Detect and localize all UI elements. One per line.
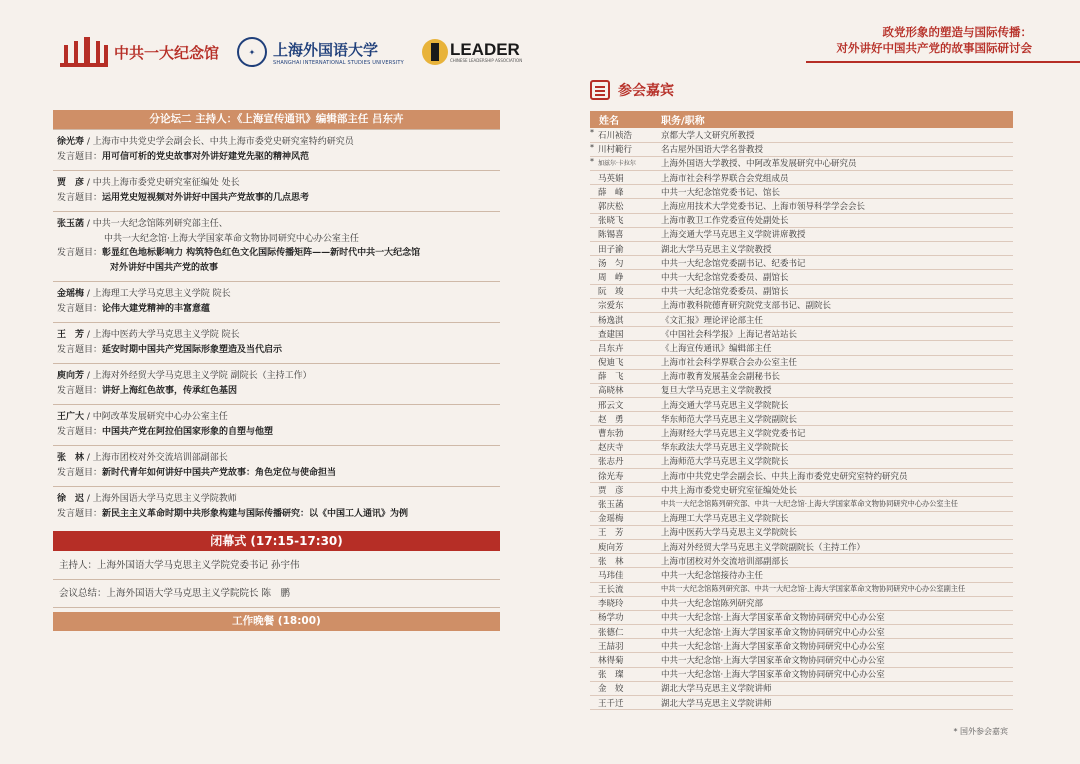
speaker-role-line — [57, 451, 500, 466]
speaker-role-line — [57, 410, 500, 425]
guest-name-cell — [590, 171, 652, 185]
speaker-name: 张玉菡 — [57, 219, 85, 229]
speaker-topic: 彰显红色地标影响力 构筑特色红色文化国际传播矩阵——新时代中共一大纪念馆 — [102, 248, 421, 258]
speaker-topic-line — [57, 507, 500, 522]
guest-title: 名古屋外国语大学名誉教授 — [652, 142, 1013, 156]
guest-name: 周 峥 — [598, 272, 624, 283]
guest-name: 王长流 — [598, 585, 624, 596]
speaker-role: 上海理工大学马克思主义学院 院长 — [92, 289, 231, 299]
title-underline — [806, 61, 1080, 63]
guest-name-cell — [590, 412, 652, 426]
leader-logo-text: LEADER — [449, 40, 520, 59]
memorial-logo-text: 中共一大纪念馆 — [114, 43, 220, 62]
guest-row — [590, 412, 1013, 426]
speaker-role: 中共一大纪念馆·上海大学国家革命文物协同研究中心办公室主任 — [104, 233, 359, 244]
guest-name-cell — [590, 383, 652, 397]
guest-row — [590, 483, 1013, 497]
guest-row — [590, 355, 1013, 369]
topic-label: 发言题目： — [57, 151, 103, 162]
speaker-name: 庾向芳 — [57, 371, 85, 381]
conference-title — [837, 24, 1033, 56]
guest-name: 曹东勃 — [598, 429, 624, 440]
guest-name-cell — [590, 582, 652, 596]
guest-title: 上海师范大学马克思主义学院院长 — [652, 454, 1013, 468]
guest-name-cell — [590, 440, 652, 454]
guest-name: 金瑶梅 — [598, 514, 624, 525]
guest-name-cell — [590, 554, 652, 568]
foreign-guest-footnote: * 国外参会嘉宾 — [953, 727, 1008, 736]
guest-name-cell — [590, 199, 652, 213]
guest-name-cell — [590, 213, 652, 227]
guest-name: 徐光寿 — [598, 471, 624, 482]
speaker-entry — [53, 404, 500, 445]
topic-label: 发言题目： — [57, 508, 103, 519]
guest-title: 中共一大纪念馆党委书记、馆长 — [652, 185, 1013, 199]
guest-name: 杨逸淇 — [598, 315, 624, 326]
topic-label: 发言题目： — [57, 344, 103, 355]
speaker-entry — [53, 363, 500, 404]
guest-table — [590, 111, 1013, 710]
guest-name-cell — [590, 625, 652, 639]
guest-row — [590, 582, 1013, 596]
guest-row — [590, 270, 1013, 284]
guests-heading — [590, 80, 674, 100]
guest-name-cell — [590, 596, 652, 610]
guest-row — [590, 156, 1013, 170]
guest-row — [590, 327, 1013, 341]
speaker-name: 王 芳 — [57, 330, 85, 340]
logo-bar — [60, 34, 522, 70]
guest-title: 上海市教卫工作党委宣传处副处长 — [652, 213, 1013, 227]
dinner-header: 工作晚餐 (18:00) — [53, 612, 500, 631]
speaker-topic-line — [57, 246, 500, 261]
guest-name: 阮 竣 — [598, 287, 624, 298]
guest-name: 高晓林 — [598, 386, 624, 397]
guest-title: 上海理工大学马克思主义学院院长 — [652, 511, 1013, 525]
guest-title: 中共一大纪念馆党委副书记、纪委书记 — [652, 256, 1013, 270]
guest-name-cell — [590, 369, 652, 383]
guest-name: 杨学功 — [598, 613, 624, 624]
guest-name: 张德仁 — [598, 627, 624, 638]
guest-row — [590, 440, 1013, 454]
guest-row — [590, 199, 1013, 213]
guest-name: 邢云文 — [598, 400, 624, 411]
speaker-topic: 对外讲好中国共产党的故事 — [110, 262, 219, 273]
guest-name-cell — [590, 525, 652, 539]
foreign-guest-marker: * — [590, 156, 594, 166]
speaker-role-line — [57, 217, 500, 232]
guest-title: 上海财经大学马克思主义学院党委书记 — [652, 426, 1013, 440]
speaker-separator: / — [84, 219, 93, 229]
guest-title: 中共上海市委党史研究室征编处处长 — [652, 483, 1013, 497]
speaker-topic-line — [57, 261, 500, 276]
speaker-separator: / — [84, 330, 93, 340]
col-title: 职务/职称 — [652, 111, 1013, 128]
leader-logo-subtitle: CHINESE LEADERSHIP ASSOCIATION — [449, 58, 523, 63]
guest-title: 中共一大纪念馆陈列研究部、中共一大纪念馆·上海大学国家革命文物协同研究中心办公室副主任 — [652, 582, 1013, 596]
conference-title-line2: 对外讲好中国共产党的故事国际研讨会 — [836, 41, 1032, 55]
closing-host: 主持人：上海外国语大学马克思主义学院党委书记 孙宇伟 — [53, 551, 500, 580]
topic-label: 发言题目： — [57, 467, 103, 478]
guest-name-cell — [590, 312, 652, 326]
guest-name: 王千迁 — [598, 698, 624, 709]
guest-title: 上海市社会科学界联合会党组成员 — [652, 171, 1013, 185]
guest-name: 贾 彦 — [598, 485, 624, 496]
speaker-name: 贾 彦 — [57, 178, 85, 188]
guest-name: 陈锡喜 — [598, 230, 624, 241]
guest-row — [590, 696, 1013, 710]
guest-title: 上海市团校对外交流培训部副部长 — [652, 554, 1013, 568]
guest-name-cell — [590, 426, 652, 440]
guest-name-cell — [590, 653, 652, 667]
guest-name-cell — [590, 610, 652, 624]
guest-title: 中共一大纪念馆陈列研究部、中共一大纪念馆·上海大学国家革命文物协同研究中心办公室主任 — [652, 497, 1013, 511]
guest-row — [590, 596, 1013, 610]
guest-row — [590, 454, 1013, 468]
col-name: 姓名 — [590, 111, 652, 128]
speaker-entry — [53, 129, 500, 170]
speaker-role: 中共一大纪念馆陈列研究部主任、 — [92, 219, 228, 229]
guest-title: 湖北大学马克思主义学院讲师 — [652, 696, 1013, 710]
guest-name-cell — [590, 497, 652, 511]
guest-name-cell — [590, 539, 652, 553]
guest-name-cell — [590, 454, 652, 468]
guest-name: 张玉菡 — [598, 499, 624, 510]
guest-name: 张晓飞 — [598, 216, 624, 227]
guest-name-cell — [590, 398, 652, 412]
speaker-separator: / — [84, 494, 93, 504]
memorial-logo — [60, 37, 219, 67]
guest-name-cell — [590, 667, 652, 681]
guest-name: 郭庆松 — [598, 202, 624, 213]
guest-name: 加兹尔·卡拉尔 — [598, 160, 636, 168]
list-icon — [590, 80, 610, 100]
guest-title: 中共一大纪念馆·上海大学国家革命文物协同研究中心办公室 — [652, 667, 1013, 681]
speaker-role-line — [57, 287, 500, 302]
speaker-role: 上海对外经贸大学马克思主义学院 副院长（主持工作） — [92, 371, 312, 381]
guest-name-cell — [590, 327, 652, 341]
guest-title: 上海市社会科学界联合会办公室主任 — [652, 355, 1013, 369]
speaker-role-line — [57, 176, 500, 191]
guest-title: 中共一大纪念馆陈列研究部 — [652, 596, 1013, 610]
guest-title: 中共一大纪念馆接待办主任 — [652, 568, 1013, 582]
speaker-separator: / — [84, 137, 93, 147]
guest-row — [590, 497, 1013, 511]
guest-title: 上海交通大学马克思主义学院院长 — [652, 398, 1013, 412]
guest-name-cell — [590, 469, 652, 483]
speaker-topic: 讲好上海红色故事，传承红色基因 — [102, 385, 238, 396]
speaker-name: 徐光寿 — [57, 137, 85, 147]
speaker-topic: 新民主主义革命时期中共形象构建与国际传播研究：以《中国工人通讯》为例 — [102, 508, 409, 519]
speaker-role: 中共上海市委党史研究室征编处 处长 — [92, 178, 240, 188]
guest-name: 李晓玲 — [598, 599, 624, 610]
guest-name: 金 姣 — [598, 684, 624, 695]
speaker-separator: / — [84, 289, 93, 299]
speaker-role: 上海中医药大学马克思主义学院 院长 — [92, 330, 240, 340]
speaker-separator: / — [84, 371, 93, 381]
speaker-role-line — [57, 232, 500, 247]
program-column — [53, 110, 500, 631]
guest-title: 中共一大纪念馆党委委员、副馆长 — [652, 284, 1013, 298]
guest-title: 湖北大学马克思主义学院教授 — [652, 242, 1013, 256]
guest-table-body — [590, 128, 1013, 710]
speaker-role: 上海市团校对外交流培训部副部长 — [92, 453, 228, 463]
sisu-logo-subtitle: SHANGHAI INTERNATIONAL STUDIES UNIVERSITY — [273, 59, 404, 66]
guest-row — [590, 511, 1013, 525]
guest-row — [590, 653, 1013, 667]
conference-title-line1: 政党形象的塑造与国际传播： — [882, 25, 1032, 39]
speaker-name: 王广大 — [57, 412, 85, 422]
sisu-logo — [237, 37, 404, 67]
guest-row — [590, 469, 1013, 483]
guest-row — [590, 284, 1013, 298]
speaker-topic-line — [57, 302, 500, 317]
guest-title: 复旦大学马克思主义学院教授 — [652, 383, 1013, 397]
guest-title: 上海市中共党史学会副会长、中共上海市委党史研究室特约研究员 — [652, 469, 1013, 483]
guest-name: 张 林 — [598, 556, 624, 567]
speaker-entry — [53, 281, 500, 322]
guest-row — [590, 171, 1013, 185]
guest-name: 田子渝 — [598, 244, 624, 255]
guest-name: 吕东卉 — [598, 343, 624, 354]
guest-table-header — [590, 111, 1013, 128]
speaker-list — [53, 129, 500, 527]
guest-title: 中共一大纪念馆·上海大学国家革命文物协同研究中心办公室 — [652, 639, 1013, 653]
speaker-topic-line — [57, 425, 500, 440]
speaker-name: 徐 迟 — [57, 494, 85, 504]
speaker-role-line — [57, 135, 500, 150]
guest-name: 王喆羽 — [598, 641, 624, 652]
sisu-seal-icon: ✦ — [237, 37, 267, 67]
guest-row — [590, 369, 1013, 383]
guest-row — [590, 341, 1013, 355]
foreign-guest-marker: * — [590, 128, 594, 137]
speaker-entry — [53, 486, 500, 527]
guest-name: 赵 勇 — [598, 414, 624, 425]
guest-name: 张志丹 — [598, 457, 624, 468]
guest-name-cell — [590, 511, 652, 525]
speaker-role: 上海外国语大学马克思主义学院教师 — [92, 494, 237, 504]
topic-label: 发言题目： — [57, 426, 103, 437]
speaker-topic-line — [57, 191, 500, 206]
guest-name: 马玮佳 — [598, 570, 624, 581]
guest-name: 汤 匀 — [598, 258, 624, 269]
guest-row — [590, 398, 1013, 412]
guest-row — [590, 312, 1013, 326]
memorial-building-icon — [60, 37, 108, 67]
guest-row — [590, 667, 1013, 681]
guest-name: 王 芳 — [598, 528, 624, 539]
guest-name-cell — [590, 355, 652, 369]
guests-heading-label: 参会嘉宾 — [618, 83, 674, 99]
leader-logo — [422, 39, 522, 65]
guest-name-cell — [590, 341, 652, 355]
topic-label: 发言题目： — [57, 248, 103, 258]
closing-header: 闭幕式 (17:15-17:30) — [53, 531, 500, 551]
guest-title: 华东师范大学马克思主义学院副院长 — [652, 412, 1013, 426]
speaker-role: 上海市中共党史学会副会长、中共上海市委党史研究室特约研究员 — [92, 137, 354, 147]
speaker-role-line — [57, 328, 500, 343]
guest-title: 湖北大学马克思主义学院讲师 — [652, 681, 1013, 695]
guest-title: 京都大学人文研究所教授 — [652, 128, 1013, 142]
guest-row — [590, 298, 1013, 312]
guest-name: 查建国 — [598, 329, 624, 340]
guest-row — [590, 639, 1013, 653]
guest-name-cell — [590, 696, 652, 710]
guest-name-cell — [590, 256, 652, 270]
guest-row — [590, 426, 1013, 440]
speaker-topic: 论伟大建党精神的丰富意蕴 — [102, 303, 211, 314]
guest-name-cell — [590, 568, 652, 582]
guest-title: 上海交通大学马克思主义学院讲席教授 — [652, 227, 1013, 241]
guest-name-cell — [590, 242, 652, 256]
guest-title: 《中国社会科学报》上海记者站站长 — [652, 327, 1013, 341]
guest-title: 中共一大纪念馆党委委员、副馆长 — [652, 270, 1013, 284]
guest-title: 上海市教育发展基金会副秘书长 — [652, 369, 1013, 383]
guest-name: 薛 峰 — [598, 187, 624, 198]
speaker-role-line — [57, 369, 500, 384]
guest-row — [590, 383, 1013, 397]
topic-label: 发言题目： — [57, 192, 103, 203]
speaker-topic-line — [57, 150, 500, 165]
topic-label: 发言题目： — [57, 303, 103, 314]
guest-title: 《上海宣传通讯》编辑部主任 — [652, 341, 1013, 355]
speaker-entry — [53, 322, 500, 363]
speaker-topic: 中国共产党在阿拉伯国家形象的自塑与他塑 — [102, 426, 274, 437]
guest-name: 薛 飞 — [598, 372, 624, 383]
guest-row — [590, 128, 1013, 142]
guest-name: 马英娟 — [598, 173, 624, 184]
guest-row — [590, 142, 1013, 156]
speaker-topic-line — [57, 466, 500, 481]
guest-name-cell — [590, 185, 652, 199]
guest-row — [590, 554, 1013, 568]
guest-title: 上海市教科院德育研究院党支部书记、副院长 — [652, 298, 1013, 312]
speaker-topic: 延安时期中国共产党国际形象塑造及当代启示 — [102, 344, 283, 355]
guest-name-cell — [590, 483, 652, 497]
speaker-name: 金瑶梅 — [57, 289, 85, 299]
sisu-logo-title: 上海外国语大学 — [273, 40, 379, 59]
guest-title: 上海外国语大学教授、中阿改革发展研究中心研究员 — [652, 156, 1013, 170]
guest-title: 上海应用技术大学党委书记、上海市领导科学学会会长 — [652, 199, 1013, 213]
speaker-role-line — [57, 492, 500, 507]
speaker-entry — [53, 170, 500, 211]
guest-row — [590, 681, 1013, 695]
guest-row — [590, 213, 1013, 227]
topic-label: 发言题目： — [57, 385, 103, 396]
guest-name-cell — [590, 639, 652, 653]
guest-name: 林得菊 — [598, 656, 624, 667]
speaker-topic: 运用党史短视频对外讲好中国共产党故事的几点思考 — [102, 192, 310, 203]
guest-row — [590, 610, 1013, 624]
guest-name-cell — [590, 270, 652, 284]
guest-name-cell — [590, 298, 652, 312]
speaker-separator: / — [84, 412, 93, 422]
guest-title: 中共一大纪念馆·上海大学国家革命文物协同研究中心办公室 — [652, 653, 1013, 667]
guest-title: 上海中医药大学马克思主义学院院长 — [652, 525, 1013, 539]
guest-row — [590, 256, 1013, 270]
guest-row — [590, 625, 1013, 639]
closing-summary: 会议总结：上海外国语大学马克思主义学院院长 陈 鹏 — [53, 580, 500, 608]
guest-name: 张 璨 — [598, 670, 624, 681]
guest-row — [590, 227, 1013, 241]
speaker-topic: 新时代青年如何讲好中国共产党故事：角色定位与使命担当 — [102, 467, 337, 478]
guest-title: 中共一大纪念馆·上海大学国家革命文物协同研究中心办公室 — [652, 625, 1013, 639]
guest-title: 《文汇报》理论评论部主任 — [652, 312, 1013, 326]
speaker-name: 张 林 — [57, 453, 85, 463]
guest-row — [590, 525, 1013, 539]
guest-title: 上海对外经贸大学马克思主义学院副院长（主持工作） — [652, 539, 1013, 553]
guest-name-cell — [590, 128, 652, 142]
guest-name: 川村範行 — [598, 145, 633, 156]
guest-name: 赵庆寺 — [598, 443, 624, 454]
guest-name-cell — [590, 156, 652, 170]
guest-title: 中共一大纪念馆·上海大学国家革命文物协同研究中心办公室 — [652, 610, 1013, 624]
speaker-topic-line — [57, 343, 500, 358]
guest-title: 华东政法大学马克思主义学院院长 — [652, 440, 1013, 454]
guest-name: 宗爱东 — [598, 301, 624, 312]
guest-row — [590, 539, 1013, 553]
leader-emblem-icon — [422, 39, 448, 65]
speaker-role: 中阿改革发展研究中心办公室主任 — [92, 412, 228, 422]
foreign-guest-marker: * — [590, 142, 594, 152]
speaker-topic: 用可信可析的党史故事对外讲好建党先驱的精神风范 — [102, 151, 310, 162]
guest-name-cell — [590, 227, 652, 241]
guest-name-cell — [590, 284, 652, 298]
speaker-entry — [53, 211, 500, 281]
guest-name: 倪迪飞 — [598, 358, 624, 369]
speaker-separator: / — [84, 453, 93, 463]
guest-name-cell — [590, 142, 652, 156]
guest-row — [590, 185, 1013, 199]
speaker-separator: / — [84, 178, 93, 188]
guest-name-cell — [590, 681, 652, 695]
speaker-topic-line — [57, 384, 500, 399]
guest-row — [590, 242, 1013, 256]
guest-name: 石川祯浩 — [598, 130, 633, 141]
forum-header: 分论坛二 主持人：《上海宣传通讯》编辑部主任 吕东卉 — [53, 110, 500, 129]
guest-name: 庾向芳 — [598, 542, 624, 553]
guest-row — [590, 568, 1013, 582]
speaker-entry — [53, 445, 500, 486]
